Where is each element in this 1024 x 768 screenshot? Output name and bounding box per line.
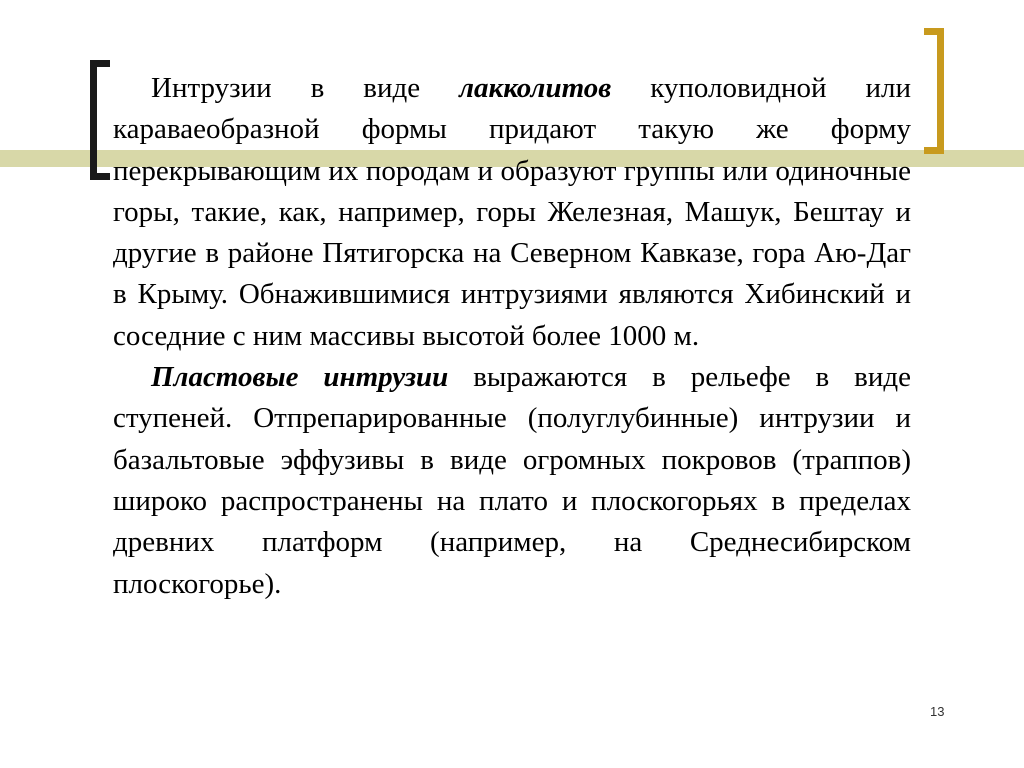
paragraph-sills <box>113 357 911 605</box>
left-bracket-decoration <box>90 60 110 180</box>
page-number: 13 <box>930 704 945 719</box>
paragraph1-lead: Интрузии в виде <box>151 72 460 104</box>
paragraph2-body: выражаются в рельефе в виде ступеней. Отпрепарированные (полуглубинные) интрузии и базальтовые эффузивы в виде огромных покровов (траппов) широко распространены на плато и плоскогорьях в пределах древних платформ (например, на Среднесибирском плоскогорье). <box>113 361 911 600</box>
term-sill-intrusions: Пластовые интрузии <box>151 361 449 394</box>
term-laccoliths: лакколитов <box>459 72 612 104</box>
paragraph-laccoliths <box>113 68 911 357</box>
slide-body-text <box>113 68 911 605</box>
paragraph1-body: куполовидной или караваеобразной формы придают такую же форму перекрывающим их породам и образуют группы или одиночные горы, такие, как, например, горы Железная, Машук, Бештау и другие в районе Пятигорска на Северном Кавказе, гора Аю-Даг в Крыму. Обнажившимися интрузиями являются Хибинский и соседние с ним массивы высотой более 1000 м. <box>113 72 911 352</box>
right-bracket-decoration <box>924 28 944 154</box>
